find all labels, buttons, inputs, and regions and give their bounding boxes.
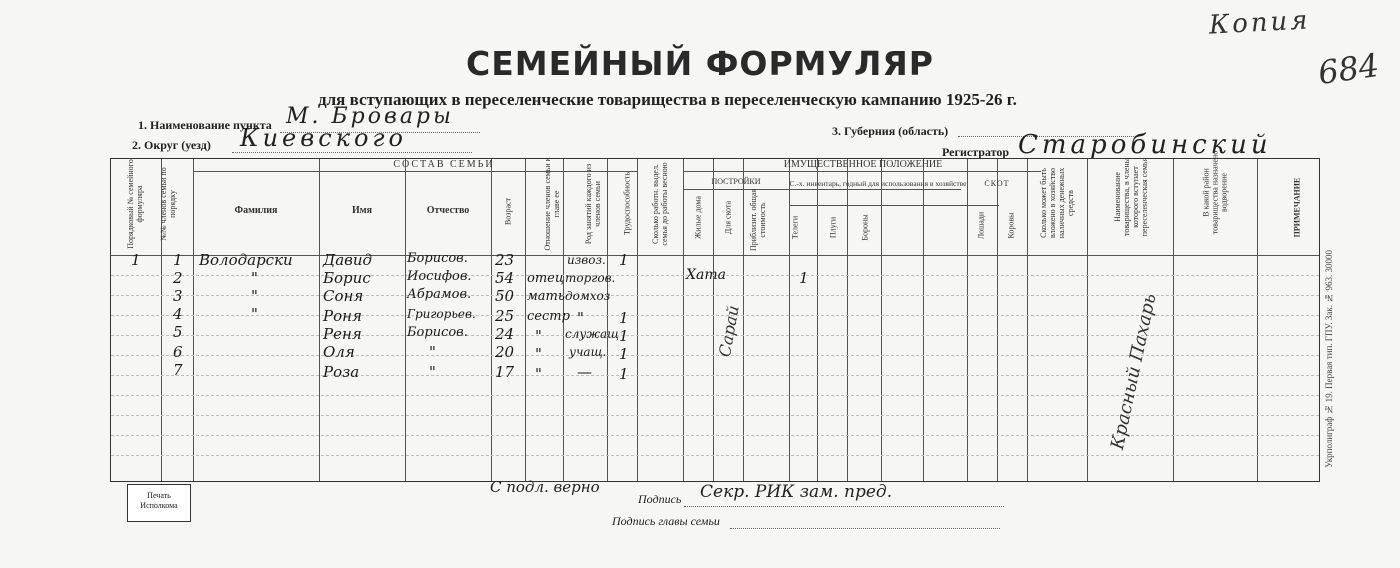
cell-member-no: 2 — [173, 269, 183, 287]
cell-member-no: 5 — [173, 323, 183, 341]
cell-patronymic: " — [429, 343, 436, 361]
cell-occupation: учащ. — [569, 345, 607, 359]
cell-age: 50 — [495, 287, 515, 305]
page-subtitle: для вступающих в переселенческие товарищества в переселенческую кампанию 1925-26 г. — [318, 90, 1017, 109]
cell-ability: 1 — [619, 309, 629, 327]
copy-mark: Копия — [1207, 5, 1311, 41]
cell-relation: " — [535, 327, 542, 345]
cell-name: Реня — [323, 325, 362, 343]
col-relation: Отношение членов семьи к главе ее — [543, 157, 561, 251]
cell-occupation: домхоз — [565, 289, 611, 303]
group-inventory: С.-х. инвентарь, годный для использования в хозяйстве — [789, 179, 967, 188]
cell-patronymic: Борисов. — [407, 325, 468, 340]
page-number: 684 — [1315, 45, 1382, 93]
cell-house-note: Сарай — [715, 303, 743, 359]
sign-head-line — [730, 528, 1000, 529]
cell-occupation: торгов. — [565, 271, 616, 285]
col-age: Возраст — [503, 197, 513, 226]
col-horses: Лошади — [976, 211, 986, 240]
cell-name: Борис — [323, 269, 371, 287]
col-occupation: Род занятий каждого из членов семьи — [584, 163, 602, 245]
cell-name: Роза — [323, 363, 360, 381]
cell-ability: 1 — [619, 365, 629, 383]
sign-label: Подпись — [638, 492, 682, 506]
cell-occupation: извоз. — [567, 253, 606, 267]
cell-surname: " — [251, 287, 258, 305]
col-partnership: Наименование товарищества, в члены которого вступает переселенческая семья — [1113, 157, 1149, 237]
cell-occupation: " — [577, 309, 584, 327]
gubernia-label: 3. Губерния (область) — [832, 124, 949, 138]
stamp-box: Печать Исполкома — [127, 484, 191, 522]
page-title: СЕМЕЙНЫЙ ФОРМУЛЯР — [466, 44, 934, 83]
sign-head-label: Подпись главы семьи — [612, 514, 720, 528]
cell-ability: 1 — [619, 251, 629, 269]
sign-value: Секр. РИК зам. пред. — [700, 482, 893, 502]
print-note: Укрполиграф № 19. Первая тип. ГПУ. Зак. № 963. 30000 — [1324, 250, 1334, 468]
cell-member-no: 3 — [173, 287, 183, 305]
col-cows: Коровы — [1006, 212, 1016, 239]
cell-name: Давид — [323, 251, 373, 269]
col-money: Сколько может быть вложено в хозяйство наличных денежных средств — [1039, 167, 1075, 239]
col-ploughs: Плуги — [828, 216, 838, 239]
col-approx-value: Приблизит. общая стоимость — [749, 189, 767, 251]
punkt-label: 1. Наименование пункта — [138, 118, 272, 132]
cell-carts: 1 — [799, 269, 809, 287]
cell-occupation: служащ — [565, 327, 620, 341]
cell-patronymic: Григорьев. — [407, 307, 476, 321]
cell-occupation: — — [577, 363, 592, 381]
cell-patronymic: Абрамов. — [407, 287, 472, 302]
cell-age: 25 — [495, 307, 515, 325]
col-patronymic: Отчество — [426, 205, 470, 216]
cell-relation: " — [535, 365, 542, 383]
cell-patronymic: Иосифов. — [407, 269, 472, 284]
col-harrows: Бороны — [860, 214, 870, 241]
col-cattle-shed: Для скота — [723, 200, 733, 235]
col-workers: Сколько работн. выдел. семья до работы весною — [651, 162, 669, 246]
cell-relation: " — [535, 345, 542, 363]
cell-member-no: 7 — [173, 361, 183, 379]
cell-ability: 1 — [619, 345, 629, 363]
cell-member-no: 4 — [173, 305, 183, 323]
col-formular-no: Порядковый № семейного формуляра — [126, 159, 144, 249]
cell-age: 23 — [495, 251, 515, 269]
col-member-no: №№ членов семьи по порядку — [159, 167, 177, 241]
cell-formular-no: 1 — [131, 251, 141, 269]
cell-member-no: 6 — [173, 343, 183, 361]
cell-member-no: 1 — [173, 251, 183, 269]
cell-name: Соня — [323, 287, 364, 305]
cell-relation: мать — [527, 289, 565, 304]
okrug-value: Киевского — [240, 124, 408, 152]
col-ability: Трудоспособность — [622, 171, 632, 236]
cell-ability: 1 — [619, 327, 629, 345]
registrator-label: Регистратор — [942, 145, 1010, 159]
group-livestock: СКОТ — [984, 179, 1010, 188]
sign-line — [684, 506, 1004, 507]
cell-patronymic: " — [429, 363, 436, 381]
okrug-label: 2. Округ (уезд) — [132, 138, 211, 152]
cell-age: 54 — [495, 269, 515, 287]
col-house: Жилые дома — [693, 196, 703, 239]
cell-age: 24 — [495, 325, 515, 343]
okrug-line — [232, 152, 472, 153]
cell-surname: " — [251, 269, 258, 287]
group-buildings: ПОСТРОЙКИ — [711, 177, 761, 186]
cell-patronymic: Борисов. — [407, 251, 468, 266]
col-notes: ПРИМЕЧАНИЕ — [1292, 177, 1302, 238]
cell-age: 17 — [495, 363, 515, 381]
cell-name: Роня — [323, 307, 362, 325]
col-carts: Телеги — [790, 215, 800, 240]
cell-age: 20 — [495, 343, 515, 361]
sign-left-hand: С подл. верно — [490, 478, 600, 496]
cell-relation: сестр — [527, 309, 570, 324]
cell-name: Оля — [323, 343, 355, 361]
registrator-value: Старобинский — [1018, 130, 1272, 160]
col-district: В какой район товарищества назначено водворение — [1201, 150, 1229, 235]
group-family: СОСТАВ СЕМЬИ — [393, 159, 495, 170]
group-property: ИМУЩЕСТВЕННОЕ ПОЛОЖЕНИЕ — [783, 159, 943, 170]
cell-surname: Володарски — [199, 251, 293, 269]
cell-surname: " — [251, 305, 258, 323]
punkt-value: М. Бровары — [286, 104, 454, 129]
cell-relation: отец — [527, 271, 564, 286]
cell-house: Хата — [686, 267, 726, 283]
cell-partnership: Красный Пахарь — [1107, 291, 1161, 452]
col-name: Имя — [352, 205, 372, 216]
col-surname: Фамилия — [234, 205, 278, 216]
